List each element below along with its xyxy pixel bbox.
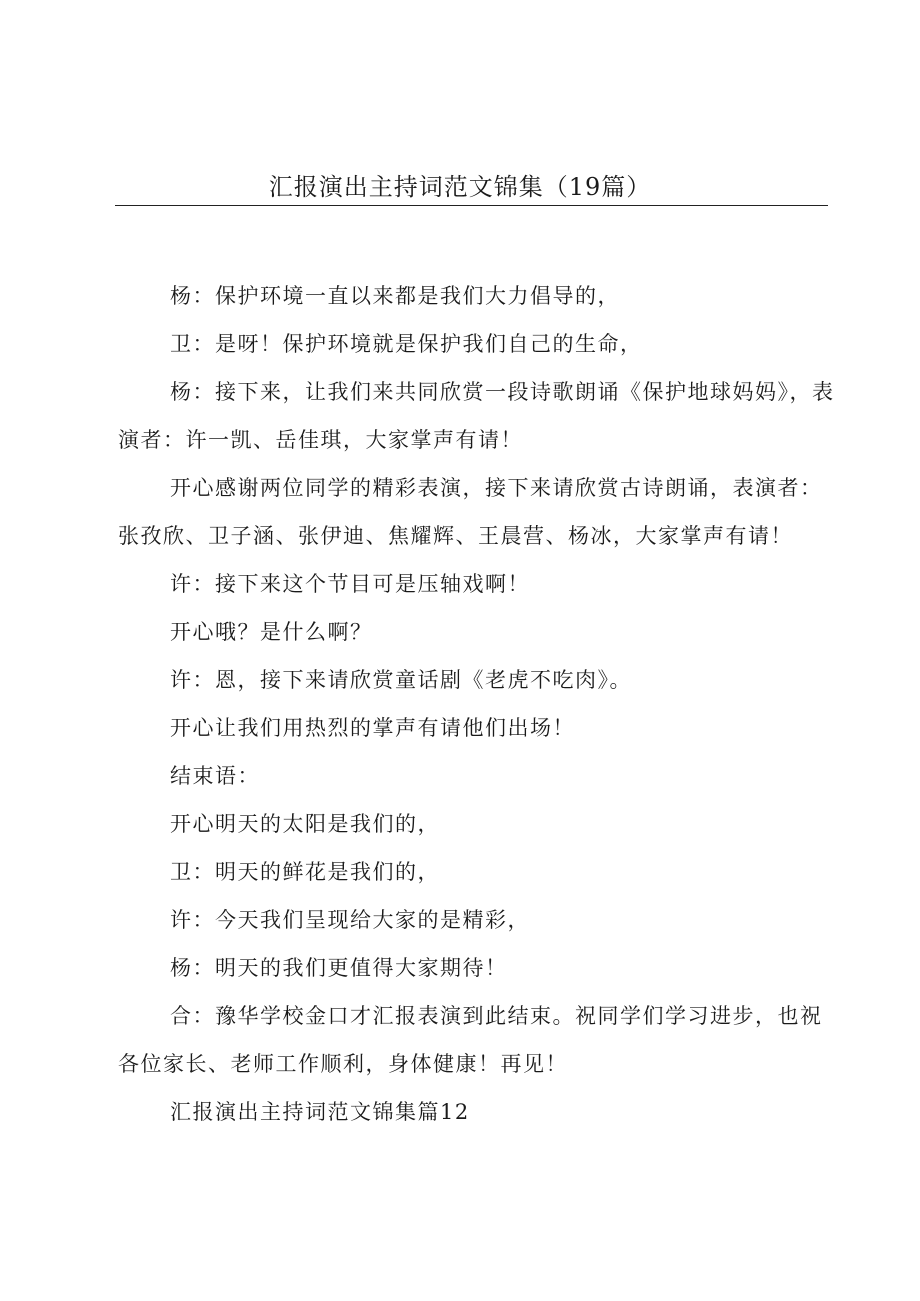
paragraph: 杨：保护环境一直以来都是我们大力倡导的， [170,284,620,308]
paragraph: 结束语： [170,764,260,788]
paragraph: 开心哦？是什么啊？ [170,620,373,644]
paragraph: 开心明天的太阳是我们的， [170,812,440,836]
paragraph: 开心让我们用热烈的掌声有请他们出场！ [170,716,575,740]
document-body [118,272,838,1136]
paragraph: 杨：接下来，让我们来共同欣赏一段诗歌朗诵《保护地球妈妈》，表演者：许一凯、岳佳琪，大家掌声有请！ [118,380,835,452]
document-title: 汇报演出主持词范文锦集（19篇） [268,173,652,201]
paragraph: 许：今天我们呈现给大家的是精彩， [170,908,530,932]
paragraph: 许：恩，接下来请欣赏童话剧《老虎不吃肉》。 [170,668,632,692]
paragraph: 开心感谢两位同学的精彩表演，接下来请欣赏古诗朗诵，表演者：张孜欣、卫子涵、张伊迪、焦耀辉、王晨营、杨冰，大家掌声有请！ [118,476,823,548]
title-underline [115,205,828,206]
paragraph: 卫：明天的鲜花是我们的， [170,860,440,884]
paragraph: 杨：明天的我们更值得大家期待！ [170,956,508,980]
paragraph: 合：豫华学校金口才汇报表演到此结束。祝同学们学习进步，也祝各位家长、老师工作顺利，身体健康！再见！ [118,1004,823,1076]
section-heading: 汇报演出主持词范文锦集篇12 [170,1100,470,1124]
paragraph: 许：接下来这个节目可是压轴戏啊！ [170,572,530,596]
paragraph: 卫：是呀！保护环境就是保护我们自己的生命， [170,332,643,356]
